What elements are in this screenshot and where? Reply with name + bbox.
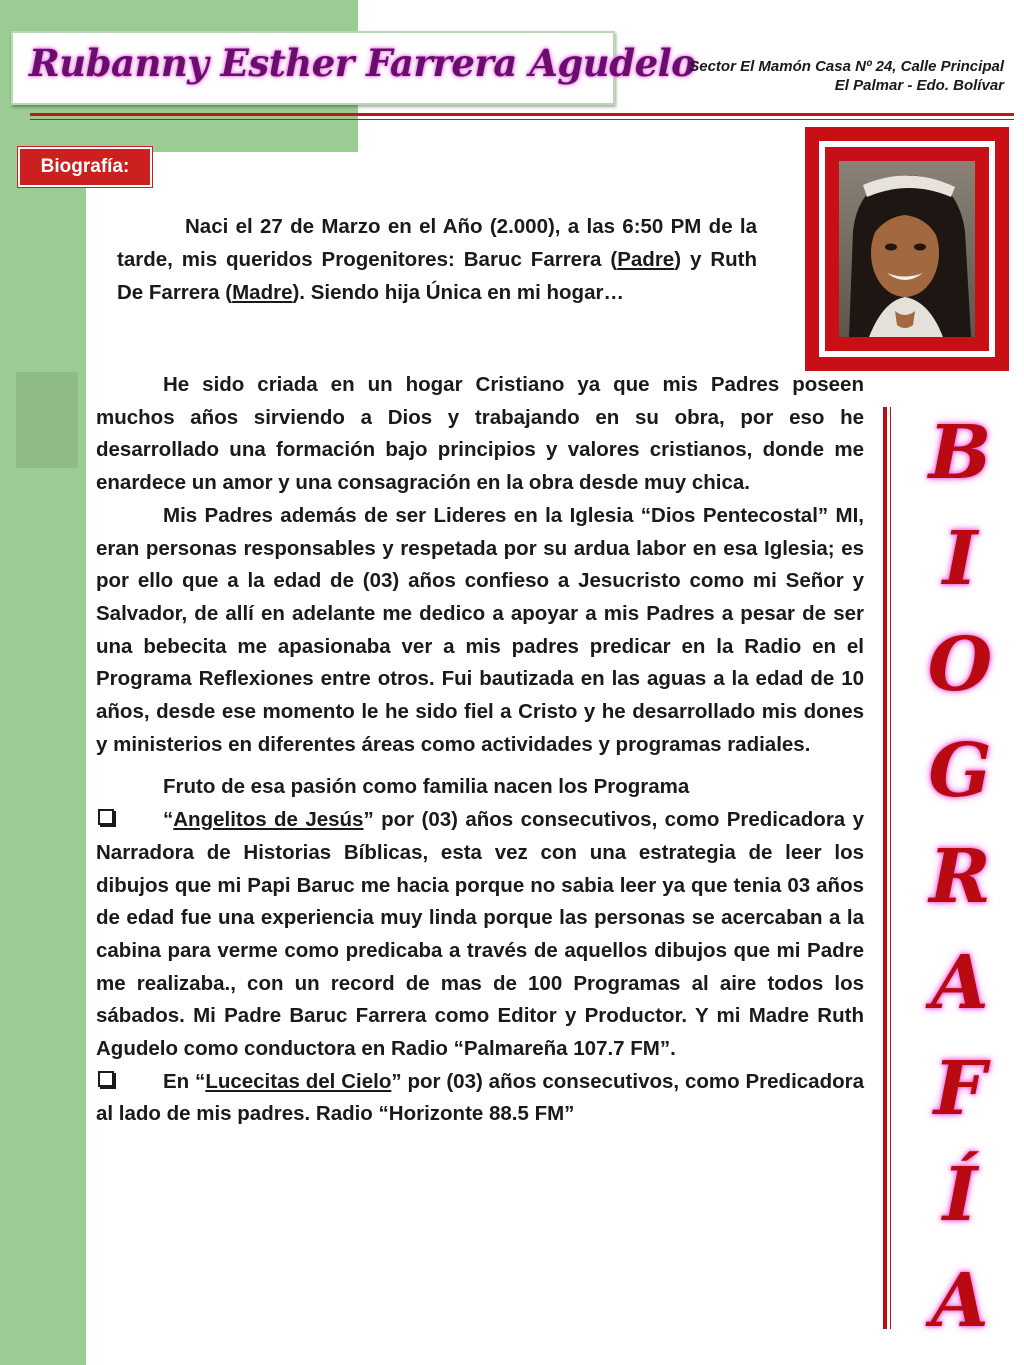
decorative-block	[16, 372, 78, 468]
header-rule-thin	[30, 119, 1014, 120]
bullet-item-angelitos: “Angelitos de Jesús” por (03) años consecutivos, como Predicadora y Narradora de Historias Bíblicas, esta vez con una estrategia de leer los dibujos que mi Papi Baruc me hacia porque no sabia leer ya que tenia 03 años de edad fue una experiencia muy linda porque las personas se acercaban a la cabina para verme como predicaba a través de aquellos dibujos que mi Padre me realizaba., con un record de mas de 100 Programas al aire todos los sábados. Mi Padre Baruc Farrera como Editor y Productor. Y mi Madre Ruth Agudelo como conductora en Radio “Palmareña 107.7 FM”.	[96, 808, 864, 1061]
paragraph-programs-intro: Fruto de esa pasión como familia nacen los Programa	[163, 775, 690, 799]
vertical-divider	[883, 407, 887, 1329]
vertical-letter: O	[927, 622, 993, 708]
photo-frame	[805, 127, 1009, 371]
section-label: Biografía:	[18, 147, 152, 187]
vertical-title	[905, 400, 1015, 1354]
address-block	[689, 57, 1004, 95]
program-name-lucecitas: Lucecitas del Cielo	[205, 1069, 392, 1093]
name-title-box	[11, 31, 696, 105]
vertical-letter: Í	[942, 1152, 978, 1238]
vertical-letter: I	[942, 516, 978, 602]
vertical-letter: G	[928, 728, 992, 814]
intro-paragraph: Naci el 27 de Marzo en el Año (2.000), a las 6:50 PM de la tarde, mis queridos Progenitores: Baruc Farrera (Padre) y Ruth De Farrera (Madre). Siendo hija Única en mi hogar…	[117, 215, 758, 304]
address-line-2: El Palmar - Edo. Bolívar	[834, 77, 1004, 94]
bullet-item-lucecitas: En “Lucecitas del Cielo” por (03) años consecutivos, como Predicadora al lado de mis padres. Radio “Horizonte 88.5 FM”	[96, 1069, 864, 1126]
paragraph-parents: Mis Padres además de ser Lideres en la Iglesia “Dios Pentecostal” MI, eran personas responsables y respetada por su ardua labor en esa Iglesia; es por ello que a la edad de (03) años confieso a Jesucristo como mi Señor y Salvador, de allí en adelante me dedico a apoyar a mis Padres a pesar de ser una bebecita me apasionaba ver a mis padres predicar en la Radio en el Programa Reflexiones entre otros. Fui bautizada en las aguas a la edad de 10 años, desde ese momento le he sido fiel a Cristo y he desarrollado mis dones y ministerios en diferentes áreas como actividades y programas radiales.	[96, 503, 864, 756]
vertical-divider-thin	[890, 407, 891, 1329]
vertical-letter: A	[931, 1258, 989, 1344]
header-rule	[30, 113, 1014, 116]
vertical-letter: R	[929, 834, 991, 920]
green-side-band	[0, 0, 86, 1365]
portrait-photo	[839, 161, 975, 337]
address-line-1: Sector El Mamón Casa Nº 24, Calle Principal	[689, 58, 1004, 75]
biography-body	[96, 369, 864, 1131]
portrait-image	[839, 161, 975, 337]
program-name-angelitos: Angelitos de Jesús	[173, 808, 364, 832]
paragraph-upbringing: He sido criada en un hogar Cristiano ya que mis Padres poseen muchos años sirviendo a Dios y trabajando en su obra, por eso he desarrollado una formación bajo principios y valores cristianos, donde me enardece un amor y una consagración en la obra desde muy chica.	[96, 373, 864, 495]
madre-link-text: Madre	[232, 281, 293, 304]
vertical-letter: A	[931, 940, 989, 1026]
person-name: Rubanny Esther Farrera Agudelo	[29, 41, 696, 85]
vertical-letter: F	[933, 1046, 987, 1132]
checkbox-bullet-icon	[98, 809, 114, 825]
padre-link-text: Padre	[617, 248, 675, 271]
vertical-letter: B	[928, 410, 992, 496]
checkbox-bullet-icon	[98, 1071, 114, 1087]
